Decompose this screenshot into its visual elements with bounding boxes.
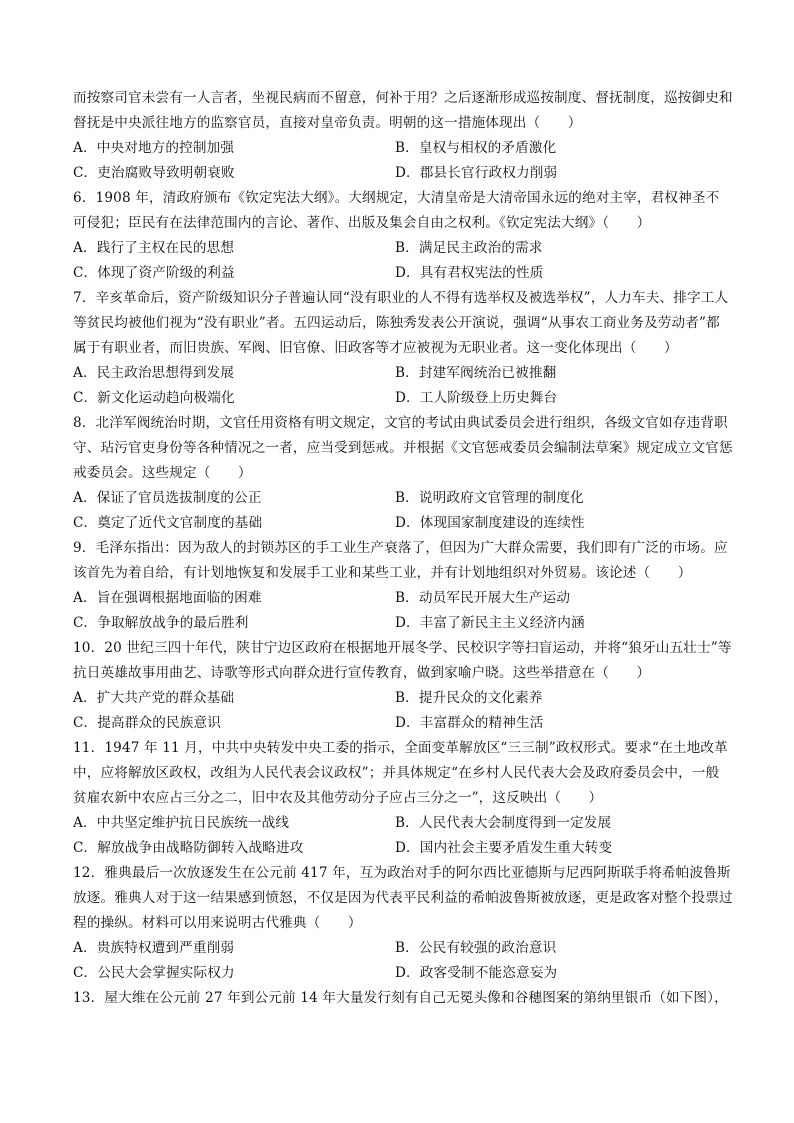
option-b: B．人民代表大会制度得到一定发展: [395, 815, 612, 831]
option-d: D．政客受制不能恣意妄为: [395, 965, 558, 981]
option-c: C．吏治腐败导致明朝衰败: [73, 165, 235, 181]
option-d: D．工人阶级登上历史舞台: [395, 390, 558, 406]
option-c: C．公民大会掌握实际权力: [73, 965, 235, 981]
option-c: C．奠定了近代文官制度的基础: [73, 515, 263, 531]
option-b: B．说明政府文官管理的制度化: [395, 490, 584, 506]
option-d: D．郡县长官行政权力削弱: [395, 165, 558, 181]
option-a: A．民主政治思想得到发展: [73, 365, 235, 381]
question-7-stem: 7．辛亥革命后，资产阶级知识分子普遍认同“没有职业的人不得有选举权及被选举权”，人力车夫、排字工人等贫民均被他们视为“没有职业”者。五四运动后，陈独秀发表公开演说，强调“从事农工商业务及劳动者”都属于有职业者，而旧贵族、军阀、旧官僚、旧政客等才应被视为无职业者。这一变化体现出（ ）: [73, 290, 729, 356]
option-a: A．中共坚定维护抗日民族统一战线: [73, 815, 290, 831]
option-b: B．提升民众的文化素养: [395, 690, 543, 706]
option-a: A．保证了官员选拔制度的公正: [73, 490, 262, 506]
option-b: B．满足民主政治的需求: [395, 240, 543, 256]
question-6-options: [73, 236, 733, 286]
option-c: C．解放战争由战略防御转入战略进攻: [73, 840, 304, 856]
option-a: A．贵族特权遭到严重削弱: [73, 940, 235, 956]
question-12-options: [73, 936, 733, 986]
option-d: D．丰富了新民主主义经济内涵: [395, 615, 585, 631]
option-a: A．旨在强调根据地面临的困难: [73, 590, 262, 606]
option-a: A．扩大共产党的群众基础: [73, 690, 235, 706]
option-a: A．中央对地方的控制加强: [73, 140, 235, 156]
document-page: [73, 86, 733, 1011]
question-9-options: [73, 586, 733, 636]
option-c: C．新文化运动趋向极端化: [73, 390, 235, 406]
option-d: D．具有君权宪法的性质: [395, 265, 544, 281]
option-c: C．提高群众的民族意识: [73, 715, 221, 731]
question-5-options: [73, 136, 733, 186]
question-11-options: [73, 811, 733, 861]
question-6-stem: 6．1908 年，清政府颁布《钦定宪法大纲》。大纲规定，大清皇帝是大清帝国永远的绝对主宰，君权神圣不可侵犯；臣民有在法律范围内的言论、著作、出版及集会自由之权利。《钦定宪法大纲》（ ）: [73, 190, 720, 231]
option-c: C．体现了资产阶级的利益: [73, 265, 235, 281]
question-8-options: [73, 486, 733, 536]
question-10-options: [73, 686, 733, 736]
option-b: B．动员军民开展大生产运动: [395, 590, 571, 606]
option-a: A．践行了主权在民的思想: [73, 240, 235, 256]
question-9-stem: 9．毛泽东指出：因为敌人的封锁苏区的手工业生产衰落了，但因为广大群众需要，我们即有广泛的市场。应该首先为着自给，有计划地恢复和发展手工业和某些工业，并有计划地组织对外贸易。该论述（ ）: [73, 540, 728, 581]
option-d: D．国内社会主要矛盾发生重大转变: [395, 840, 613, 856]
question-10-stem: 10．20 世纪三四十年代，陕甘宁边区政府在根据地开展冬学、民校识字等扫盲运动，并将“狼牙山五壮士”等抗日英雄故事用曲艺、诗歌等形式向群众进行宣传教育，做到家喻户晓。这些举措意在（ ）: [73, 640, 732, 681]
question-12-stem: 12．雅典最后一次放逐发生在公元前 417 年，互为政治对手的阿尔西比亚德斯与尼西阿斯联手将希帕波鲁斯放逐。雅典人对于这一结果感到愤怒，不仅是因为代表平民利益的希帕波鲁斯被放逐，更是政客对整个投票过程的操纵。材料可以用来说明古代雅典（ ）: [73, 865, 733, 931]
option-b: B．皇权与相权的矛盾激化: [395, 140, 557, 156]
question-5-stem-continuation: 而按察司官未尝有一人言者，坐视民病而不留意，何补于用？之后逐渐形成巡按制度、督抚制度，巡按御史和督抚是中央派往地方的监察官员，直接对皇帝负责。明朝的这一措施体现出（ ）: [73, 90, 733, 131]
option-c: C．争取解放战争的最后胜利: [73, 615, 249, 631]
option-d: D．丰富群众的精神生活: [395, 715, 544, 731]
question-13-stem: 13．屋大维在公元前 27 年到公元前 14 年大量发行刻有自己无冕头像和谷穗图案的第纳里银币（如下图），: [73, 990, 728, 1006]
question-11-stem: 11．1947 年 11 月，中共中央转发中央工委的指示，全面变革解放区“三三制”政权形式。要求“在土地改革中，应将解放区政权，改组为人民代表会议政权”；并具体规定“在乡村人民代表大会及政府委员会中，一般贫雇农新中农应占三分之二，旧中农及其他劳动分子应占三分之一”，这反映出（ ）: [73, 740, 728, 806]
option-d: D．体现国家制度建设的连续性: [395, 515, 585, 531]
question-7-options: [73, 361, 733, 411]
option-b: B．封建军阀统治已被推翻: [395, 365, 557, 381]
option-b: B．公民有较强的政治意识: [395, 940, 557, 956]
question-8-stem: 8．北洋军阀统治时期，文官任用资格有明文规定，文官的考试由典试委员会进行组织，各级文官如存违背职守、玷污官吏身份等各种情况之一者，应当受到惩戒。并根据《文官惩戒委员会编制法草案》规定成立文官惩戒委员会。这些规定（ ）: [73, 415, 733, 481]
